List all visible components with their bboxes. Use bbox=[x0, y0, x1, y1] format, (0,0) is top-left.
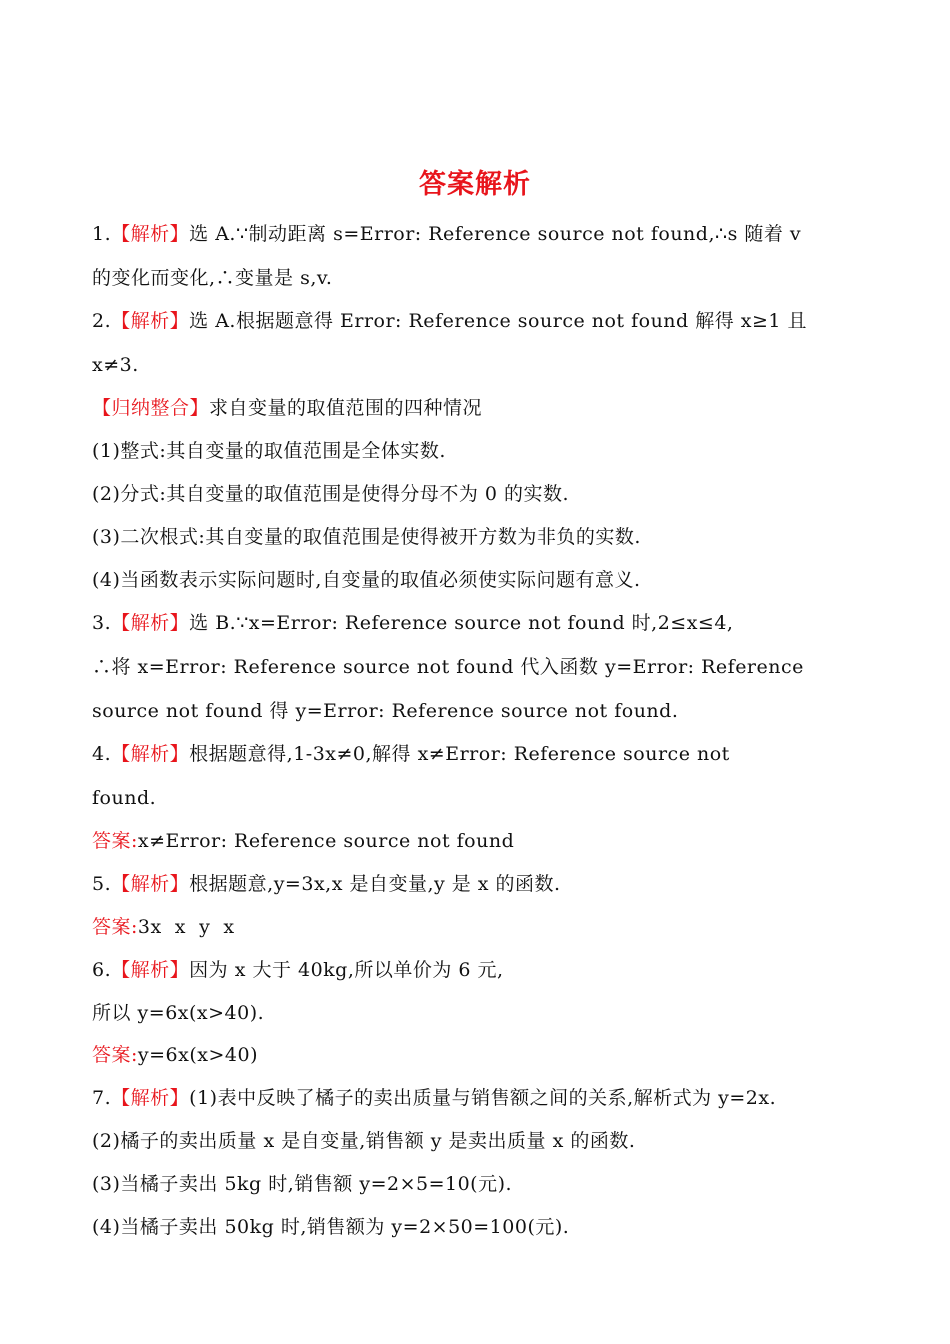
line-text: 所以 y=6x(x>40). bbox=[92, 1002, 265, 1024]
line-prefix: 3. bbox=[92, 612, 112, 634]
summary-heading bbox=[92, 395, 872, 421]
line-text: x≠3. bbox=[92, 354, 139, 376]
analysis-tag: 【解析】 bbox=[111, 873, 190, 895]
line-prefix: 4. bbox=[92, 743, 112, 765]
answer-4-line-2 bbox=[92, 785, 872, 811]
line-text: source not found 得 y=Error: Reference source not found. bbox=[92, 700, 679, 722]
answer-6-line-2 bbox=[92, 1000, 872, 1026]
answer-4-result bbox=[92, 828, 872, 854]
line-text: y=6x(x>40) bbox=[137, 1044, 259, 1066]
answer-1-line-1 bbox=[92, 221, 872, 247]
answer-tag: 答案: bbox=[92, 830, 138, 852]
line-prefix: 2. bbox=[92, 310, 112, 332]
answer-tag: 答案: bbox=[92, 1044, 138, 1066]
answer-7-line-4 bbox=[92, 1214, 872, 1240]
answer-tag: 答案: bbox=[92, 916, 138, 938]
answer-4-line-1 bbox=[92, 741, 872, 767]
answer-5-line-1 bbox=[92, 871, 872, 897]
line-text: (3)当橘子卖出 5kg 时,销售额 y=2×5=10(元). bbox=[92, 1173, 513, 1195]
answer-6-line-1 bbox=[92, 957, 872, 983]
answer-7-line-2 bbox=[92, 1128, 872, 1154]
line-text: found. bbox=[92, 787, 157, 809]
line-prefix: 6. bbox=[92, 959, 112, 981]
line-text: x≠Error: Reference source not found bbox=[137, 830, 515, 852]
summary-item-2 bbox=[92, 481, 872, 507]
analysis-tag: 【解析】 bbox=[111, 612, 190, 634]
answer-3-line-3 bbox=[92, 698, 872, 724]
analysis-tag: 【解析】 bbox=[111, 223, 190, 245]
line-text: 根据题意,y=3x,x 是自变量,y 是 x 的函数. bbox=[189, 873, 561, 895]
line-text: 求自变量的取值范围的四种情况 bbox=[209, 397, 483, 419]
line-text: 选 B.∵x=Error: Reference source not found 时,2≤x≤4, bbox=[189, 612, 734, 634]
summary-tag: 【归纳整合】 bbox=[92, 397, 210, 419]
line-text: 选 A.∵制动距离 s=Error: Reference source not found,∴s 随着 v bbox=[189, 223, 802, 245]
line-text: (4)当橘子卖出 50kg 时,销售额为 y=2×50=100(元). bbox=[92, 1216, 570, 1238]
analysis-tag: 【解析】 bbox=[111, 310, 190, 332]
answer-3-line-1 bbox=[92, 610, 872, 636]
line-prefix: 7. bbox=[92, 1087, 112, 1109]
line-text: (4)当函数表示实际问题时,自变量的取值必须使实际问题有意义. bbox=[92, 569, 641, 591]
answer-5-result bbox=[92, 914, 872, 940]
line-text: (3)二次根式:其自变量的取值范围是使得被开方数为非负的实数. bbox=[92, 526, 641, 548]
line-text: 因为 x 大于 40kg,所以单价为 6 元, bbox=[189, 959, 504, 981]
line-text: (1)表中反映了橘子的卖出质量与销售额之间的关系,解析式为 y=2x. bbox=[189, 1087, 777, 1109]
answer-3-line-2 bbox=[92, 654, 872, 680]
page-title: 答案解析 bbox=[419, 169, 531, 200]
line-prefix: 1. bbox=[92, 223, 112, 245]
analysis-tag: 【解析】 bbox=[111, 1087, 190, 1109]
line-text: 选 A.根据题意得 Error: Reference source not found 解得 x≥1 且 bbox=[189, 310, 808, 332]
line-text: 根据题意得,1-3x≠0,解得 x≠Error: Reference source not bbox=[189, 743, 730, 765]
answer-2-line-1 bbox=[92, 308, 872, 334]
line-text: 3x x y x bbox=[137, 916, 235, 938]
answer-7-line-1 bbox=[92, 1085, 872, 1111]
analysis-tag: 【解析】 bbox=[111, 959, 190, 981]
line-prefix: 5. bbox=[92, 873, 112, 895]
line-text: (2)橘子的卖出质量 x 是自变量,销售额 y 是卖出质量 x 的函数. bbox=[92, 1130, 636, 1152]
answer-6-result bbox=[92, 1042, 872, 1068]
answer-7-line-3 bbox=[92, 1171, 872, 1197]
line-text: (2)分式:其自变量的取值范围是使得分母不为 0 的实数. bbox=[92, 483, 570, 505]
answer-2-line-2 bbox=[92, 352, 872, 378]
summary-item-3 bbox=[92, 524, 872, 550]
line-text: ∴将 x=Error: Reference source not found 代入函数 y=Error: Reference bbox=[92, 656, 804, 678]
answer-1-line-2 bbox=[92, 265, 872, 291]
line-text: 的变化而变化,∴变量是 s,v. bbox=[92, 267, 333, 289]
summary-item-1 bbox=[92, 438, 872, 464]
summary-item-4 bbox=[92, 567, 872, 593]
analysis-tag: 【解析】 bbox=[111, 743, 190, 765]
line-text: (1)整式:其自变量的取值范围是全体实数. bbox=[92, 440, 446, 462]
